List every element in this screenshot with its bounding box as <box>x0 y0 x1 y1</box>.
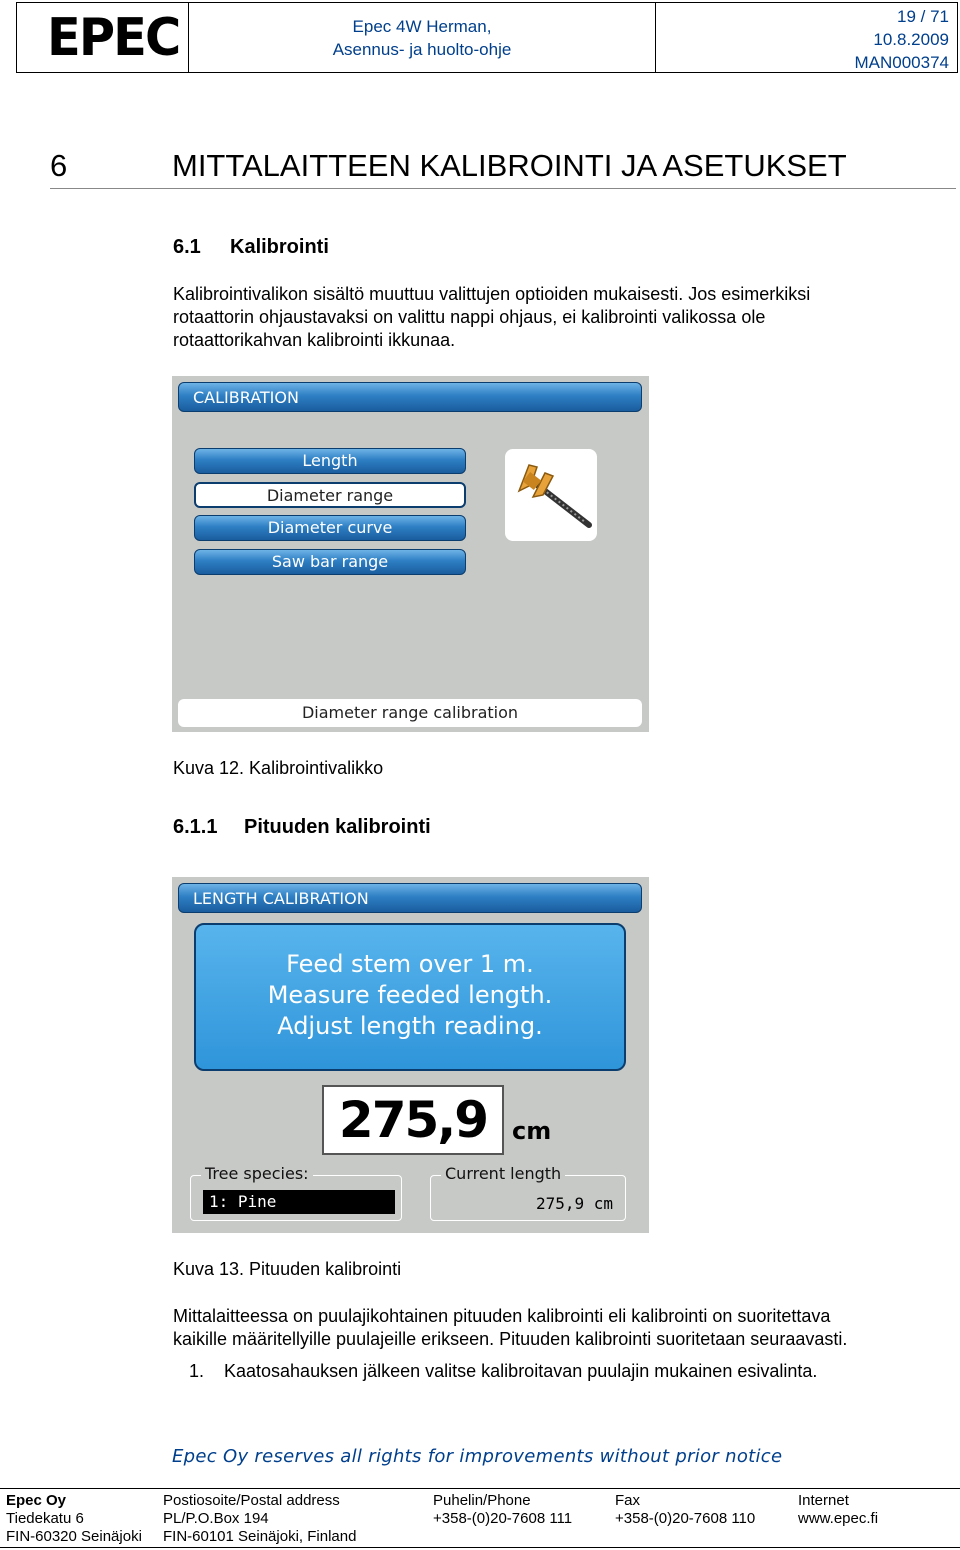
menu-item-length[interactable]: Length <box>194 448 466 474</box>
subsection-number: 6.1 <box>173 236 201 258</box>
status-bar: Diameter range calibration <box>178 699 642 727</box>
footer-postal-city: FIN-60101 Seinäjoki, Finland <box>163 1528 357 1545</box>
footer-website-link[interactable]: www.epec.fi <box>798 1510 879 1527</box>
intro-line: rotaattorikahvan kalibrointi ikkunaa. <box>173 330 456 350</box>
section-title: MITTALAITTEEN KALIBROINTI JA ASETUKSET <box>172 148 847 183</box>
document-meta <box>656 3 957 72</box>
footer-phone <box>433 1492 572 1528</box>
subsubsection-number: 6.1.1 <box>173 816 218 838</box>
menu-item-saw-bar-range[interactable]: Saw bar range <box>194 549 466 575</box>
footer-phone-label: Puhelin/Phone <box>433 1492 531 1509</box>
length-calibration-screen <box>172 877 649 1233</box>
footer-postal-label: Postiosoite/Postal address <box>163 1492 340 1509</box>
body-line: Mittalaitteessa on puulajikohtainen pituuden kalibrointi eli kalibrointi on suoritettava <box>173 1306 831 1326</box>
current-length-label: Current length <box>441 1164 565 1183</box>
body-paragraph <box>173 1305 943 1351</box>
intro-line: rotaattorin ohjaustavaksi on valittu nappi ohjaus, ei kalibrointi valikossa ole <box>173 307 766 327</box>
menu-item-diameter-range[interactable]: Diameter range <box>194 482 466 508</box>
footer-fax-number: +358-(0)20-7608 110 <box>615 1510 756 1527</box>
footer-internet-label: Internet <box>798 1492 849 1509</box>
length-unit: cm <box>512 1117 552 1145</box>
logo-cell <box>17 3 189 72</box>
footer-fax <box>615 1492 755 1528</box>
intro-paragraph <box>173 283 933 352</box>
rights-notice: Epec Oy reserves all rights for improvements without prior notice <box>172 1446 783 1467</box>
step-text: Kaatosahauksen jälkeen valitse kalibroitavan puulajin mukainen esivalinta. <box>224 1361 818 1381</box>
footer-city: FIN-60320 Seinäjoki <box>6 1528 142 1545</box>
footer-fax-label: Fax <box>615 1492 641 1509</box>
subsubsection-heading <box>173 816 431 839</box>
title-line1: Epec 4W Herman, <box>352 17 492 36</box>
figure-caption-12: Kuva 12. Kalibrointivalikko <box>173 758 384 778</box>
step-item <box>189 1361 817 1382</box>
current-length-value: 275,9 cm <box>535 1194 613 1213</box>
current-length-group <box>430 1164 626 1221</box>
caliper-icon <box>505 449 597 541</box>
footer-phone-number: +358-(0)20-7608 111 <box>433 1510 573 1527</box>
document-title <box>189 3 656 72</box>
instruction-message <box>194 923 626 1071</box>
body-line: kaikille määritellyille puulajeille erikseen. Pituuden kalibrointi suoritetaan seuraavasti. <box>173 1329 848 1349</box>
instruction-line: Measure feeded length. <box>267 981 553 1009</box>
calibration-screen <box>172 376 649 732</box>
tree-species-group <box>190 1164 402 1221</box>
subsection-heading <box>173 236 329 259</box>
document-date: 10.8.2009 <box>873 30 949 49</box>
step-number: 1. <box>189 1361 205 1381</box>
page-number: 19 / 71 <box>897 7 949 26</box>
length-calibration-titlebar: LENGTH CALIBRATION <box>178 883 642 913</box>
footer-postal-box: PL/P.O.Box 194 <box>163 1510 269 1527</box>
document-id: MAN000374 <box>854 53 949 72</box>
section-heading <box>50 148 956 189</box>
footer-postal <box>163 1492 356 1546</box>
section-number: 6 <box>50 148 68 183</box>
tree-species-label: Tree species: <box>201 1164 313 1183</box>
page-header <box>16 2 958 73</box>
footer-company <box>6 1492 142 1546</box>
page-footer <box>0 1488 960 1548</box>
footer-internet <box>798 1492 878 1528</box>
instruction-line: Feed stem over 1 m. <box>286 950 534 978</box>
length-reading-field[interactable]: 275,9 <box>322 1085 504 1155</box>
epec-logo: EPEC <box>47 8 180 68</box>
intro-line: Kalibrointivalikon sisältö muuttuu valittujen optioiden mukaisesti. Jos esimerkiksi <box>173 284 811 304</box>
title-line2: Asennus- ja huolto-ohje <box>332 40 512 59</box>
menu-item-diameter-curve[interactable]: Diameter curve <box>194 515 466 541</box>
footer-company-name: Epec Oy <box>6 1492 67 1509</box>
instruction-line: Adjust length reading. <box>277 1012 543 1040</box>
subsubsection-title: Pituuden kalibrointi <box>244 816 431 838</box>
subsection-title: Kalibrointi <box>230 236 329 258</box>
tree-species-select[interactable]: 1: Pine <box>203 1190 395 1214</box>
figure-caption-13: Kuva 13. Pituuden kalibrointi <box>173 1259 402 1279</box>
footer-street: Tiedekatu 6 <box>6 1510 84 1527</box>
calibration-titlebar: CALIBRATION <box>178 382 642 412</box>
